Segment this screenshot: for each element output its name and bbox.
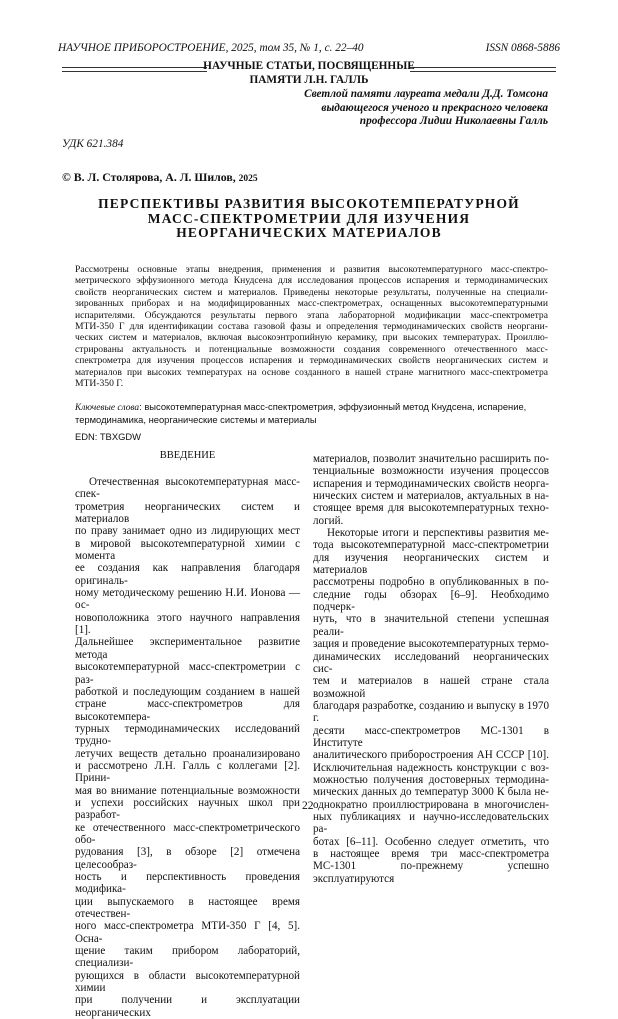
- text-line: трометрия неорганических систем и материалов: [75, 500, 300, 526]
- text-line: тем и материалов в нашей стране стала возможной: [313, 675, 549, 700]
- udk-code: УДК 621.384: [62, 138, 124, 150]
- text-line: аналитического приборостроения АН СССР [10].: [313, 749, 549, 762]
- text-line: зированных приборах и на модифицированных масс-спектрометрах, оснащенных высокотемпературными: [75, 298, 548, 310]
- copyright-year: 2025: [238, 174, 258, 184]
- text-line: при получении и эксплуатации неорганических: [75, 994, 300, 1019]
- text-line: испарителями. Обсуждаются результаты первого этапа лабораторной модификации масс-спектрометра: [75, 309, 548, 321]
- text-line: в настоящее время три масс-спектрометра: [313, 848, 549, 860]
- issn: ISSN 0868-5886: [485, 42, 560, 54]
- dedication-line: Светлой памяти лауреата медали Д.Д. Томсона: [304, 88, 548, 100]
- text-line: стрированы актуальность и потенциальные возможности создания современного отечественного масс-: [75, 343, 548, 355]
- text-line: Рассмотрены основные этапы внедрения, применения и развития высокотемпературного масс-спектро-: [75, 264, 548, 275]
- text-line: метрического эффузионного метода Кнудсена для исследования процессов испарения и термодинамических: [75, 275, 548, 287]
- text-line: ного масс-спектрометра МТИ-350 Г [4, 5]. Осна-: [75, 920, 300, 945]
- text-line: и рассмотрено Л.Н. Галль с коллегами [2]. Прини-: [75, 759, 300, 785]
- text-line: в мировой высокотемпературной химии с момента: [75, 537, 300, 563]
- keywords: [75, 401, 548, 427]
- text-line: ке отечественного масс-спектрометрического обо-: [75, 821, 300, 846]
- text-line: новоположника этого научного направления [1].: [75, 611, 300, 637]
- text-line: мических данных до температур 3000 К была не-: [313, 786, 549, 799]
- text-line: Отечественная высокотемпературная масс-спек-: [75, 476, 300, 501]
- text-line: материалов при высоких температурах на основе созданного в нашей стране магнитного масс-спектрометра: [75, 366, 548, 378]
- body-column-left: [75, 476, 300, 1019]
- paragraph: [75, 476, 300, 1019]
- text-line: можностью получения достоверных термодина-: [313, 773, 549, 786]
- author-names: © В. Л. Столярова, А. Л. Шилов,: [62, 170, 236, 184]
- text-line: для изучения неорганических систем и материалов: [313, 551, 549, 577]
- text-line: динамических исследований неорганических сис-: [313, 650, 549, 675]
- edn-code: EDN: TBXGDW: [75, 431, 141, 442]
- text-line: ность и перспективность проведения модифика-: [75, 871, 300, 896]
- text-line: летучих веществ детально проанализировано: [75, 747, 300, 760]
- text-line: ее создания как направления благодаря оригиналь-: [75, 562, 300, 587]
- text-line: МТИ-350 Г для идентификации состава газовой фазы и определения термодинамических свойств неоргани-: [75, 321, 548, 333]
- text-line: нуть, что в значительной степени успешная реали-: [313, 613, 549, 638]
- text-line: логий.: [313, 514, 344, 527]
- journal-reference: НАУЧНОЕ ПРИБОРОСТРОЕНИЕ, 2025, том 35, № 1, с. 22–40: [58, 42, 364, 54]
- section-heading-line: ПАМЯТИ Л.Н. ГАЛЛЬ: [249, 73, 369, 86]
- abstract: [75, 264, 548, 389]
- text-line: рассмотрены подробно в опубликованных в по-: [313, 576, 549, 589]
- text-line: рудования [3], в обзоре [2] отмечена целесообраз-: [75, 846, 300, 871]
- text-line: щение таким прибором лабораторий, специализи-: [75, 945, 300, 970]
- text-line: турных термодинамических исследований трудно-: [75, 722, 300, 748]
- text-line: МС-1301 по-прежнему успешно эксплуатируются: [313, 860, 549, 885]
- dedication-line: профессора Лидии Николаевны Галль: [359, 115, 548, 127]
- text-line: и успехи российских научных школ при разработ-: [75, 796, 300, 822]
- text-line: высокотемпературной масс-спектрометрии с раз-: [75, 661, 300, 686]
- text-line: рующихся в области высокотемпературной химии: [75, 969, 300, 995]
- dedication: [304, 88, 548, 129]
- text-line: мая во внимание потенциальные возможности: [75, 784, 300, 797]
- text-line: стоящее время для высокотемпературных техно-: [313, 502, 549, 515]
- authors: [62, 170, 258, 185]
- paragraph: [313, 527, 549, 885]
- text-line: ных публикациях и научно-исследовательских ра-: [313, 810, 549, 836]
- text-line: по праву занимает одно из лидирующих мест: [75, 525, 300, 538]
- text-line: стране масс-спектрометров для высокотемпера-: [75, 698, 300, 723]
- text-line: следние годы обзорах [6–9]. Необходимо подчерк-: [313, 588, 549, 614]
- title-line: НЕОРГАНИЧЕСКИХ МАТЕРИАЛОВ: [176, 225, 442, 241]
- section-heading-introduction: ВВЕДЕНИЕ: [159, 450, 216, 461]
- section-heading-line: НАУЧНЫЕ СТАТЬИ, ПОСВЯЩЕННЫЕ: [203, 60, 415, 72]
- text-line: Исключительная надежность конструкции с воз-: [313, 761, 549, 774]
- text-line: нических систем и материалов, актуальных в на-: [313, 490, 549, 503]
- article-title: [0, 197, 618, 241]
- keywords-label: Ключевые слова: [75, 403, 140, 413]
- text-line: однократно проиллюстрирована в многочислен-: [313, 798, 549, 811]
- section-heading: [0, 60, 618, 87]
- text-line: ному методическому решению Н.И. Ионова — ос-: [75, 587, 300, 612]
- page-number: 22: [302, 800, 314, 812]
- text-line: ции выпускаемого в настоящее время отечествен-: [75, 895, 300, 921]
- text-line: Дальнейшее экспериментальное развитие метода: [75, 636, 300, 661]
- body-column-right: [313, 453, 549, 885]
- text-line: благодаря разработке, созданию и выпуску в 1970 г.: [313, 699, 549, 725]
- text-line: МТИ-350 Г.: [75, 378, 124, 390]
- title-line: МАСС-СПЕКТРОМЕТРИИ ДЛЯ ИЗУЧЕНИЯ: [147, 210, 471, 226]
- text-line: ческих систем и материалов, включая высокоэнтропийную керамику, при высоких температурах. Проиллю-: [75, 332, 548, 344]
- text-line: тода высокотемпературной масс-спектрометрии: [313, 539, 549, 552]
- title-line: ПЕРСПЕКТИВЫ РАЗВИТИЯ ВЫСОКОТЕМПЕРАТУРНОЙ: [98, 196, 520, 211]
- keywords-text: : высокотемпературная масс-спектрометрия, эффузионный метод Кнудсена, испарение, термодинамика, неорганические системы и материалы: [75, 401, 527, 426]
- text-line: ботах [6–11]. Особенно следует отметить, что: [313, 835, 549, 848]
- text-line: свойств неорганических систем и материалов. Приведены некоторые результаты, полученные на специали-: [75, 286, 548, 298]
- text-line: работкой и последующим созданием в нашей: [75, 685, 300, 698]
- dedication-line: выдающегося ученого и прекрасного человека: [321, 101, 548, 114]
- text-line: спектрометра для изучения процессов испарения и термодинамических свойств неорганических систем и: [75, 355, 548, 367]
- paragraph: [313, 453, 549, 527]
- text-line: десяти масс-спектрометров МС-1301 в Институте: [313, 724, 549, 749]
- text-line: тенциальные возможности изучения процессов: [313, 465, 549, 478]
- text-line: зация и проведение высокотемпературных термо-: [313, 638, 549, 651]
- text-line: Некоторые итоги и перспективы развития ме-: [327, 527, 549, 540]
- text-line: материалов, позволит значительно расширить по-: [313, 453, 549, 465]
- text-line: испарения и термодинамических свойств неорга-: [313, 477, 549, 490]
